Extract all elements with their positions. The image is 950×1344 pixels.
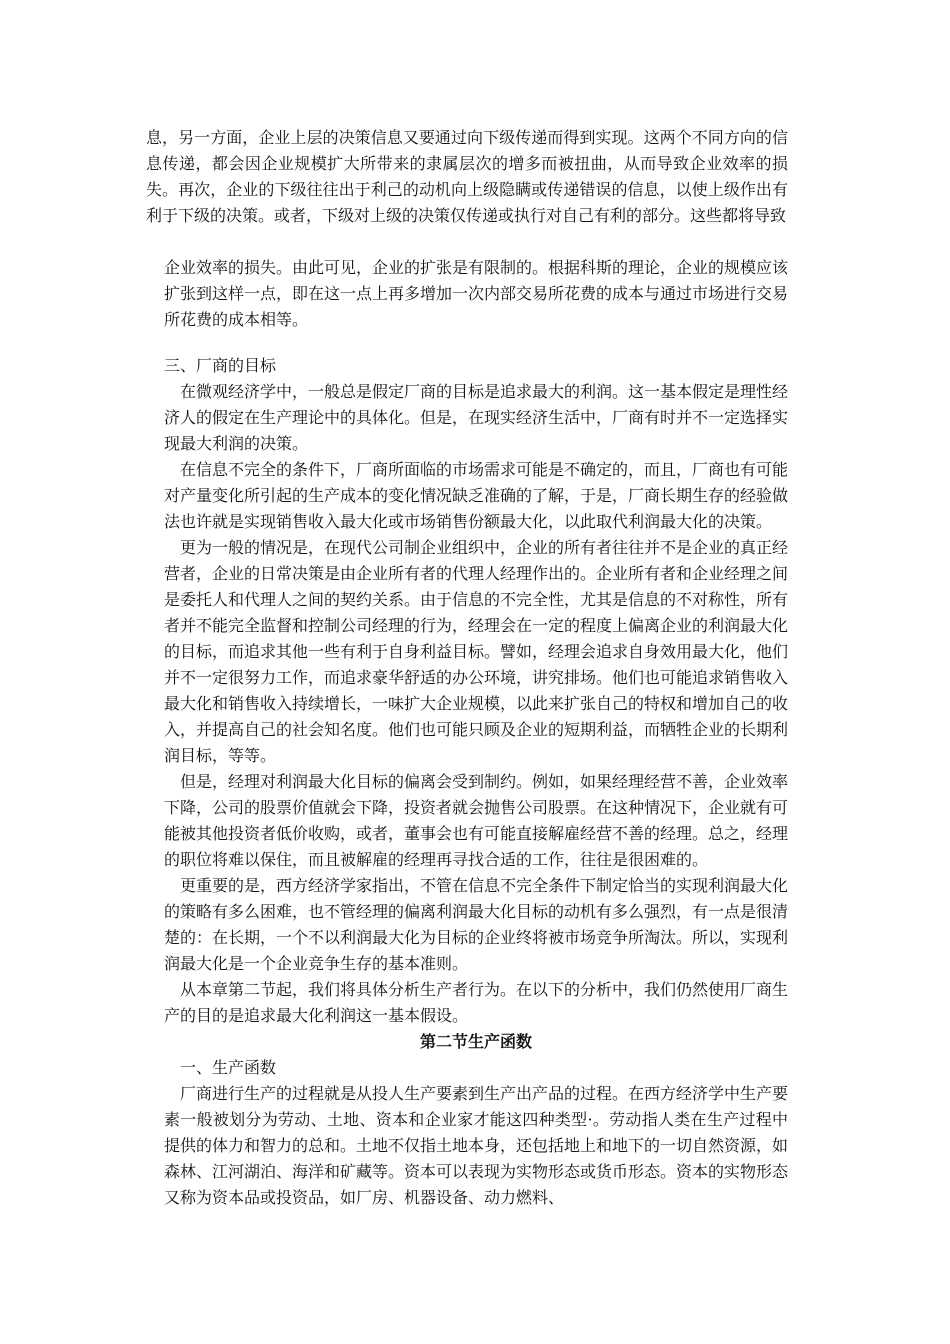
paragraph: 厂商进行生产的过程就是从投人生产要素到生产出产品的过程。在西方经济学中生产要素一般被划分为劳动、土地、资本和企业家才能这四种类型·。劳动指人类在生产过程中提供的体力和智力的总和。土地不仅指土地本身，还包括地上和地下的一切自然资源，如森林、江河湖泊、海洋和矿藏等。资本可以表现为实物形态或货币形态。资本的实物形态又称为资本品或投资品，如厂房、机器设备、动力燃料、 [164, 1084, 789, 1207]
continued-paragraph: 企业效率的损失。由此可见，企业的扩张是有限制的。根据科斯的理论，企业的规模应该扩张到这样一点，即在这一点上再多增加一次内部交易所花费的成本与通过市场进行交易所花费的成本相等。 [164, 258, 789, 329]
paragraph: 但是，经理对利润最大化目标的偏离会受到制约。例如，如果经理经营不善，企业效率下降，公司的股票价值就会下降，投资者就会抛售公司股票。在这种情况下，企业就有可能被其他投资者低价收购，或者，董事会也有可能直接解雇经营不善的经理。总之，经理的职位将难以保住，而且被解雇的经理再寻找合适的工作，往往是很困难的。 [164, 772, 789, 869]
paragraph: 从本章第二节起，我们将具体分析生产者行为。在以下的分析中，我们仍然使用厂商生产的目的是追求最大化利润这一基本假设。 [164, 980, 789, 1025]
paragraph: 更为一般的情况是，在现代公司制企业组织中，企业的所有者往往并不是企业的真正经营者，企业的日常决策是由企业所有者的代理人经理作出的。企业所有者和企业经理之间是委托人和代理人之间的契约关系。由于信息的不完全性，尤其是信息的不对称性，所有者并不能完全监督和控制公司经理的行为，经理会在一定的程度上偏离企业的利润最大化的目标，而追求其他一些有利于自身利益目标。譬如，经理会追求自身效用最大化，他们并不一定很努力工作，而追求豪华舒适的办公环境，讲究排场。他们也可能追求销售收入最大化和销售收入持续增长，一味扩大企业规模，以此来扩张自己的特权和增加自己的收入，并提高自己的社会知名度。他们也可能只顾及企业的短期利益，而牺牲企业的长期利润目标，等等。 [164, 538, 789, 765]
section-title: 第二节生产函数 [419, 1032, 532, 1051]
paragraph: 在微观经济学中，一般总是假定厂商的目标是追求最大的利润。这一基本假定是理性经济人的假定在生产理论中的具体化。但是，在现实经济生活中，厂商有时并不一定选择实现最大利润的决策。 [164, 382, 789, 453]
top-paragraph: 息，另一方面，企业上层的决策信息又要通过向下级传递而得到实现。这两个不同方向的信息传递，都会因企业规模扩大所带来的隶属层次的增多而被扭曲，从而导致企业效率的损失。再次，企业的下级往往出于利己的动机向上级隐瞒或传递错误的信息，以使上级作出有利于下级的决策。或者，下级对上级的决策仅传递或执行对自己有利的部分。这些都将导致 [146, 128, 788, 225]
main-content [164, 353, 788, 1211]
subsection-heading: 一、生产函数 [180, 1058, 277, 1077]
paragraph: 更重要的是，西方经济学家指出，不管在信息不完全条件下制定恰当的实现利润最大化的策略有多么困难，也不管经理的偏离利润最大化目标的动机有多么强烈，有一点是很清楚的：在长期，一个不以利润最大化为目标的企业终将被市场竞争所淘汰。所以，实现利润最大化是一个企业竞争生存的基本准则。 [164, 876, 789, 973]
paragraph: 在信息不完全的条件下，厂商所面临的市场需求可能是不确定的，而且，厂商也有可能对产量变化所引起的生产成本的变化情况缺乏准确的了解，于是，厂商长期生存的经验做法也许就是实现销售收入最大化或市场销售份额最大化，以此取代利润最大化的决策。 [164, 460, 789, 531]
section-three-heading: 三、厂商的目标 [164, 356, 277, 375]
